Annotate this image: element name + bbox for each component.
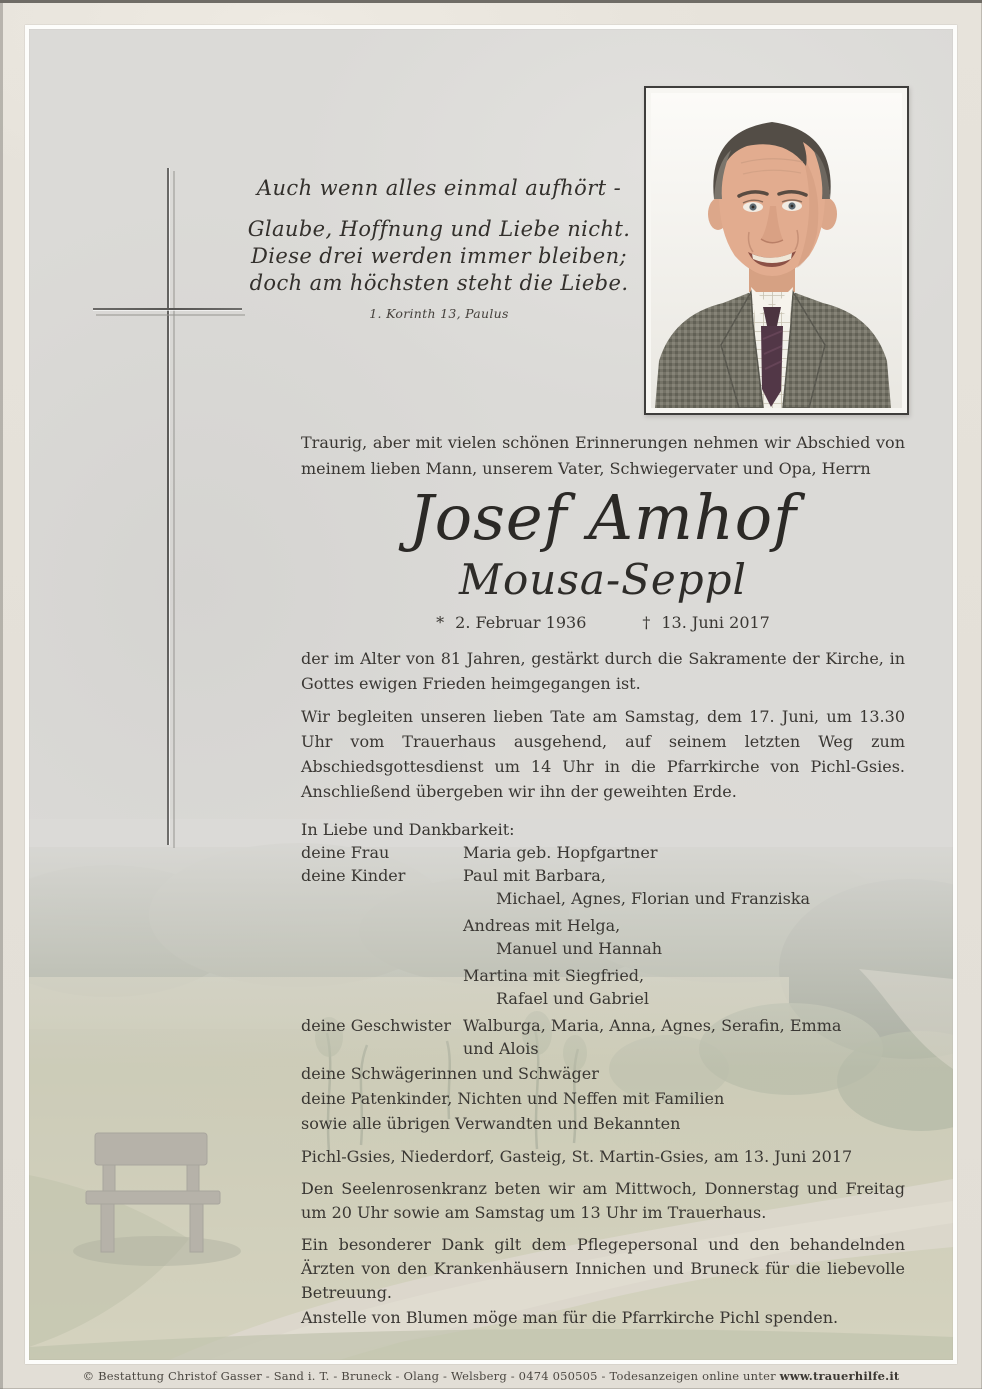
- birth-date: 2. Februar 1936: [455, 613, 587, 632]
- death-date-group: [642, 612, 769, 634]
- thanks-paragraph: Ein besonderer Dank gilt dem Pflegepersonal und den behandelnden Ärzten von den Krankenhäusern Innichen und Bruneck für die liebevolle Betreuung.: [301, 1235, 905, 1302]
- mourner-names: Manuel und Hannah: [496, 939, 663, 958]
- mourner-row: [301, 887, 905, 910]
- flowers-line: Anstelle von Blumen möge man für die Pfarrkirche Pichl spenden.: [301, 1308, 839, 1327]
- mourner-label: deine Frau: [301, 843, 390, 862]
- mourner-names: und Alois: [463, 1039, 539, 1058]
- portrait-illustration: [651, 93, 902, 408]
- mourner-label: [301, 964, 463, 987]
- deceased-name: Josef Amhof: [408, 481, 798, 554]
- mourner-label: [301, 987, 463, 1010]
- intro-paragraph: Traurig, aber mit vielen schönen Erinnerungen nehmen wir Abschied von meinem lieben Mann, unserem Vater, Schwiegervater und Opa, Herrn: [301, 433, 905, 478]
- mourner-names: Michael, Agnes, Florian und Franziska: [496, 889, 811, 908]
- portrait-photo: [644, 86, 909, 415]
- mourner-row: [301, 1037, 905, 1060]
- footer-website: www.trauerhilfe.it: [779, 1369, 900, 1383]
- life-dates: [301, 612, 905, 634]
- mourner-names: Paul mit Barbara,: [463, 866, 606, 885]
- mourner-names: Maria geb. Hopfgartner: [463, 843, 658, 862]
- verse-attribution: 1. Korinth 13, Paulus: [369, 306, 509, 321]
- mourner-line: deine Schwägerinnen und Schwäger: [301, 1064, 599, 1083]
- verse-line: Auch wenn alles einmal aufhört -: [256, 176, 622, 200]
- mourner-label: [301, 937, 463, 960]
- mourner-label: deine Geschwister: [301, 1016, 451, 1035]
- mourner-row: [301, 864, 905, 887]
- mourner-row: [301, 1014, 905, 1037]
- rosary-paragraph: Den Seelenrosenkranz beten wir am Mittwoch, Donnerstag und Freitag um 20 Uhr sowie am Samstag um 13 Uhr im Trauerhaus.: [301, 1179, 905, 1222]
- death-symbol: †: [642, 613, 651, 632]
- funeral-paragraph: Wir begleiten unseren lieben Tate am Samstag, dem 17. Juni, um 13.30 Uhr vom Trauerhaus ausgehend, auf seinem letzten Weg zum Abschiedsgottesdienst um 14 Uhr in die Pfarrkirche von Pichl-Gsies. Anschließend übergeben wir ihn der geweihten Erde.: [301, 707, 905, 801]
- passing-paragraph: der im Alter von 81 Jahren, gestärkt durch die Sakramente der Kirche, in Gottes ewigen Frieden heimgegangen ist.: [301, 649, 905, 693]
- mourner-label: [301, 1037, 463, 1060]
- birth-date-group: [436, 612, 586, 634]
- mourner-row: [301, 964, 905, 987]
- verse-line: Glaube, Hoffnung und Liebe nicht.: [247, 217, 631, 241]
- mourners-list: [301, 841, 905, 1135]
- footer-text: © Bestattung Christof Gasser - Sand i. T. - Bruneck - Olang - Welsberg - 0474 050505 - Todesanzeigen online unter: [82, 1369, 780, 1383]
- mourner-row: [301, 914, 905, 937]
- mourner-line: deine Patenkinder, Nichten und Neffen mit Familien: [301, 1089, 725, 1108]
- death-date: 13. Juni 2017: [661, 613, 770, 632]
- mourner-label: [301, 914, 463, 937]
- birth-symbol: *: [436, 613, 445, 632]
- places-date-line: Pichl-Gsies, Niederdorf, Gasteig, St. Martin-Gsies, am 13. Juni 2017: [301, 1147, 853, 1166]
- mourner-names: Andreas mit Helga,: [463, 916, 621, 935]
- deceased-nickname: Mousa-Seppl: [459, 555, 747, 604]
- mourner-row: [301, 937, 905, 960]
- mourner-row: [301, 987, 905, 1010]
- verse-line: Diese drei werden immer bleiben;: [251, 244, 627, 268]
- mourner-row: [301, 841, 905, 864]
- mourner-line: sowie alle übrigen Verwandten und Bekannten: [301, 1114, 681, 1133]
- gratitude-heading: In Liebe und Dankbarkeit:: [301, 820, 515, 839]
- mourner-names: Walburga, Maria, Anna, Agnes, Serafin, Emma: [463, 1016, 842, 1035]
- card-paper: [29, 29, 953, 1360]
- mourner-label: deine Kinder: [301, 866, 406, 885]
- memorial-verse: [159, 175, 719, 321]
- obituary-text: [301, 430, 905, 1330]
- verse-line: doch am höchsten steht die Liebe.: [249, 271, 629, 295]
- mourner-names: Martina mit Siegfried,: [463, 966, 645, 985]
- mourner-label: [301, 887, 463, 910]
- funeral-home-footer: [0, 1368, 982, 1385]
- mourner-names: Rafael und Gabriel: [496, 989, 649, 1008]
